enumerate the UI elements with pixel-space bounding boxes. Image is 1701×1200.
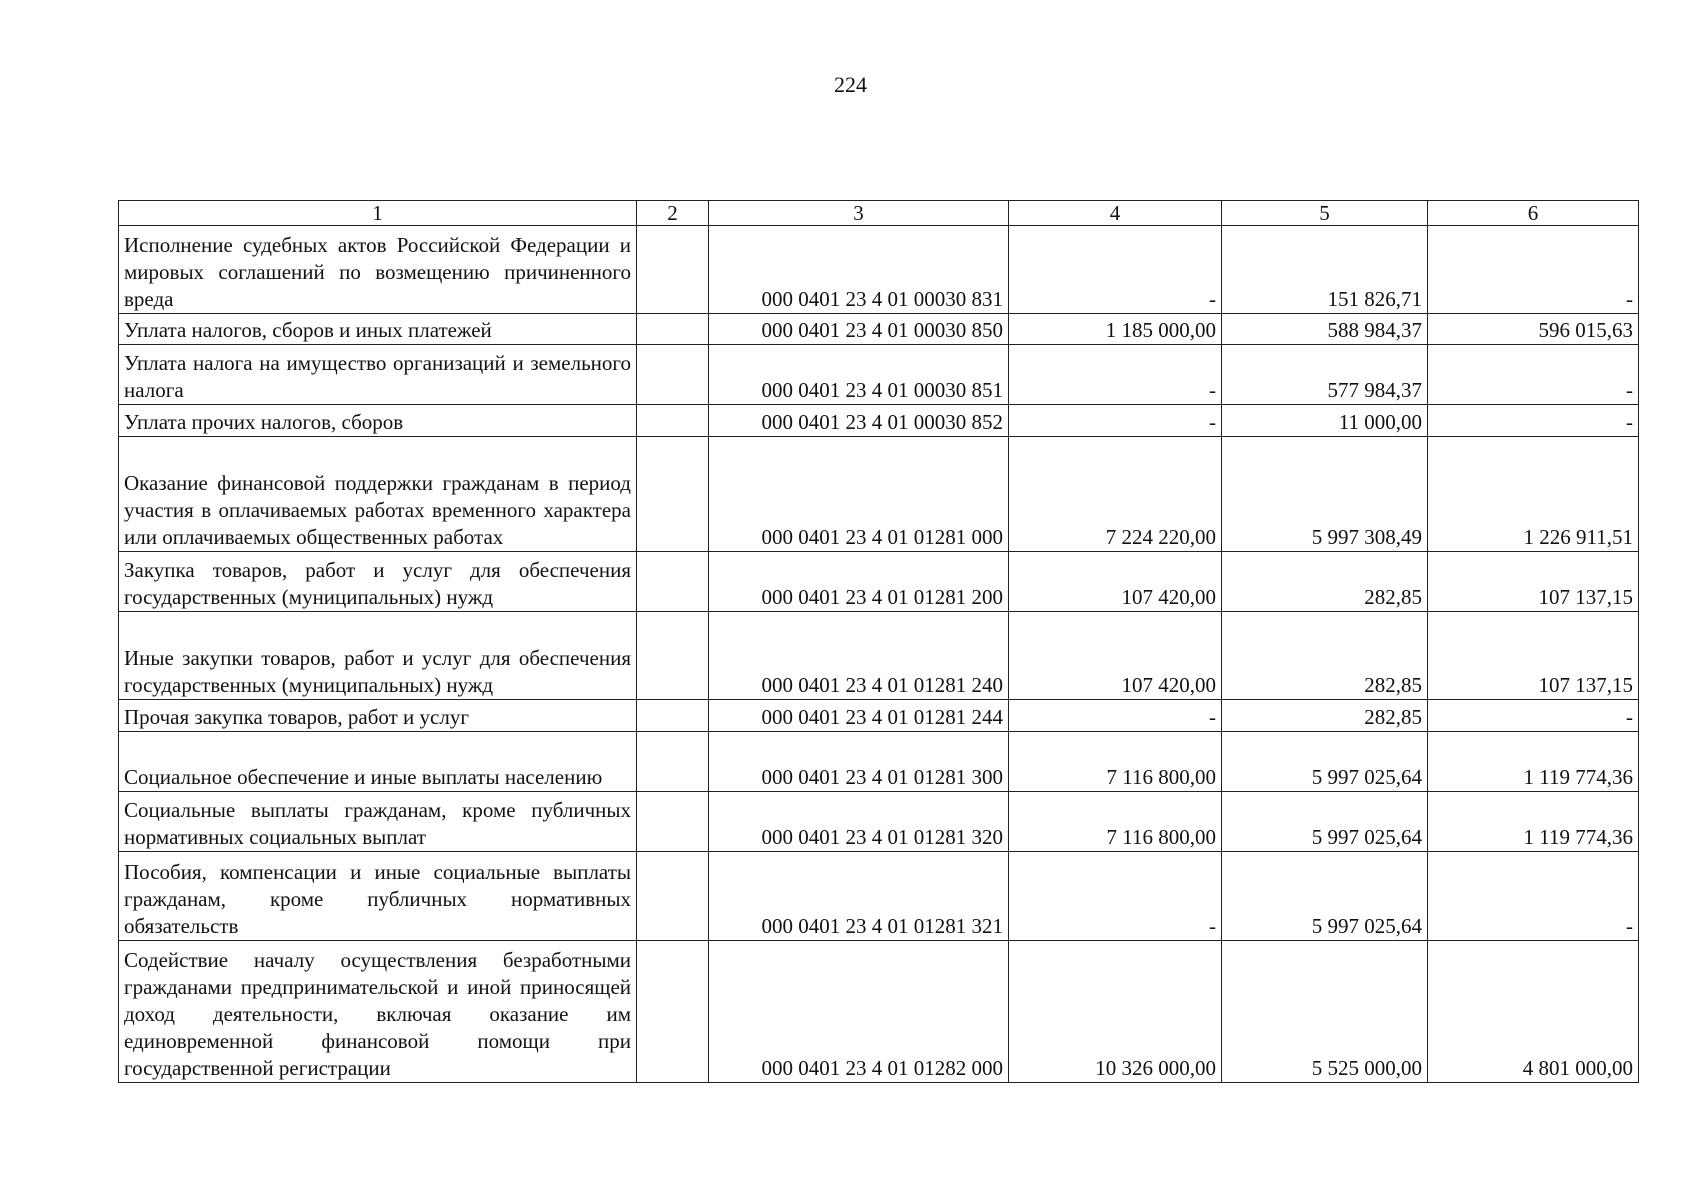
row-col5: 282,85 — [1222, 700, 1428, 732]
row-col6: 4 801 000,00 — [1428, 941, 1639, 1083]
page-number: 224 — [834, 72, 867, 97]
table-row — [119, 405, 1639, 437]
table-row — [119, 552, 1639, 612]
row-col4: 107 420,00 — [1009, 552, 1222, 612]
table-row — [119, 732, 1639, 792]
table-row — [119, 226, 1639, 314]
row-name: Закупка товаров, работ и услуг для обеспечения государственных (муниципальных) нужд — [119, 552, 637, 612]
column-header-4: 4 — [1009, 201, 1222, 226]
row-col2 — [637, 852, 709, 941]
row-name: Исполнение судебных актов Российской Федерации и мировых соглашений по возмещению причиненного вреда — [119, 226, 637, 314]
row-name: Уплата прочих налогов, сборов — [119, 405, 637, 437]
row-col6: 1 119 774,36 — [1428, 732, 1639, 792]
row-name: Иные закупки товаров, работ и услуг для обеспечения государственных (муниципальных) нужд — [119, 612, 637, 700]
row-col5: 151 826,71 — [1222, 226, 1428, 314]
row-col4: 1 185 000,00 — [1009, 314, 1222, 345]
column-header-6: 6 — [1428, 201, 1639, 226]
row-col6: - — [1428, 852, 1639, 941]
row-col2 — [637, 941, 709, 1083]
row-col5: 282,85 — [1222, 552, 1428, 612]
row-col4: - — [1009, 226, 1222, 314]
row-col4: - — [1009, 405, 1222, 437]
row-col2 — [637, 552, 709, 612]
row-code: 000 0401 23 4 01 01281 200 — [709, 552, 1009, 612]
row-col4: 10 326 000,00 — [1009, 941, 1222, 1083]
row-code: 000 0401 23 4 01 01281 000 — [709, 437, 1009, 552]
row-col2 — [637, 314, 709, 345]
row-col2 — [637, 405, 709, 437]
row-col5: 588 984,37 — [1222, 314, 1428, 345]
row-col4: 7 116 800,00 — [1009, 732, 1222, 792]
row-name: Прочая закупка товаров, работ и услуг — [119, 700, 637, 732]
row-col2 — [637, 732, 709, 792]
row-col6: - — [1428, 405, 1639, 437]
row-code: 000 0401 23 4 01 01281 321 — [709, 852, 1009, 941]
row-name: Социальные выплаты гражданам, кроме публичных нормативных социальных выплат — [119, 792, 637, 852]
row-code: 000 0401 23 4 01 01281 240 — [709, 612, 1009, 700]
row-col4: - — [1009, 852, 1222, 941]
row-name: Уплата налогов, сборов и иных платежей — [119, 314, 637, 345]
row-col6: 107 137,15 — [1428, 612, 1639, 700]
table-row — [119, 852, 1639, 941]
row-code: 000 0401 23 4 01 00030 850 — [709, 314, 1009, 345]
table-body — [119, 226, 1639, 1083]
row-col5: 5 997 025,64 — [1222, 792, 1428, 852]
row-col5: 5 997 025,64 — [1222, 852, 1428, 941]
row-col4: 7 224 220,00 — [1009, 437, 1222, 552]
row-col2 — [637, 612, 709, 700]
row-col4: - — [1009, 345, 1222, 405]
row-col4: 107 420,00 — [1009, 612, 1222, 700]
row-col4: 7 116 800,00 — [1009, 792, 1222, 852]
row-col5: 5 997 025,64 — [1222, 732, 1428, 792]
row-code: 000 0401 23 4 01 01281 300 — [709, 732, 1009, 792]
table-row — [119, 437, 1639, 552]
column-header-1: 1 — [119, 201, 637, 226]
row-col6: 1 119 774,36 — [1428, 792, 1639, 852]
row-col5: 11 000,00 — [1222, 405, 1428, 437]
row-code: 000 0401 23 4 01 01281 320 — [709, 792, 1009, 852]
row-name: Пособия, компенсации и иные социальные выплаты гражданам, кроме публичных нормативных обязательств — [119, 852, 637, 941]
row-col5: 5 997 308,49 — [1222, 437, 1428, 552]
row-col5: 282,85 — [1222, 612, 1428, 700]
row-col6: 596 015,63 — [1428, 314, 1639, 345]
row-col6: 107 137,15 — [1428, 552, 1639, 612]
row-name: Социальное обеспечение и иные выплаты населению — [119, 732, 637, 792]
row-col6: - — [1428, 226, 1639, 314]
table-row — [119, 612, 1639, 700]
row-col6: 1 226 911,51 — [1428, 437, 1639, 552]
row-code: 000 0401 23 4 01 01281 244 — [709, 700, 1009, 732]
column-number-row — [119, 201, 1639, 226]
row-col2 — [637, 226, 709, 314]
row-name: Содействие началу осуществления безработными гражданами предпринимательской и иной приносящей доход деятельности, включая оказание им единовременной финансовой помощи при государственной регистрации — [119, 941, 637, 1083]
row-name: Оказание финансовой поддержки гражданам в период участия в оплачиваемых работах временного характера или оплачиваемых общественных работах — [119, 437, 637, 552]
table-row — [119, 345, 1639, 405]
table-row — [119, 941, 1639, 1083]
row-col6: - — [1428, 345, 1639, 405]
row-code: 000 0401 23 4 01 01282 000 — [709, 941, 1009, 1083]
row-col5: 5 525 000,00 — [1222, 941, 1428, 1083]
column-header-5: 5 — [1222, 201, 1428, 226]
row-col2 — [637, 345, 709, 405]
row-col2 — [637, 700, 709, 732]
row-code: 000 0401 23 4 01 00030 851 — [709, 345, 1009, 405]
row-code: 000 0401 23 4 01 00030 852 — [709, 405, 1009, 437]
column-header-2: 2 — [637, 201, 709, 226]
table-row — [119, 792, 1639, 852]
column-header-3: 3 — [709, 201, 1009, 226]
budget-execution-table — [118, 200, 1639, 1083]
table-row — [119, 314, 1639, 345]
row-col5: 577 984,37 — [1222, 345, 1428, 405]
row-name: Уплата налога на имущество организаций и земельного налога — [119, 345, 637, 405]
row-col2 — [637, 437, 709, 552]
row-col6: - — [1428, 700, 1639, 732]
row-col2 — [637, 792, 709, 852]
row-code: 000 0401 23 4 01 00030 831 — [709, 226, 1009, 314]
row-col4: - — [1009, 700, 1222, 732]
table-row — [119, 700, 1639, 732]
